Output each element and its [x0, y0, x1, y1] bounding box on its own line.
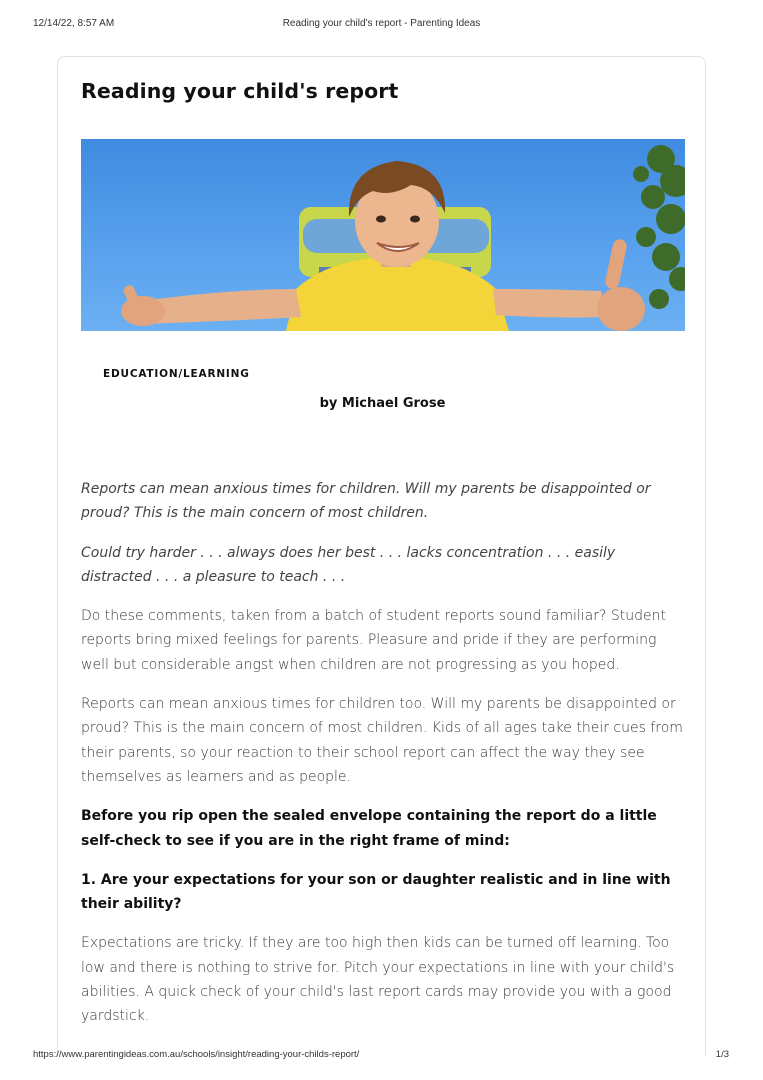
print-doc-title: Reading your child's report - Parenting Ideas — [282, 18, 481, 29]
print-datetime: 12/14/22, 8:57 AM — [33, 18, 115, 29]
left-hand — [121, 284, 165, 326]
article-card — [57, 56, 706, 1056]
right-arm — [493, 289, 606, 318]
boy-thumbs-up-photo-icon — [81, 139, 685, 331]
article-title: Reading your child's report — [81, 79, 399, 103]
paragraph: Reports can mean anxious times for children too. Will my parents be disappointed or proud? This is the main concern of most children. Kids of all ages take their cues from their parents, so your reaction to their school report can affect the way they see themselves as learners and as people. — [81, 696, 683, 785]
section-heading: 1. Are your expectations for your son or daughter realistic and in line with their ability? — [81, 871, 671, 913]
left-arm — [141, 289, 301, 324]
author-byline: by Michael Grose — [319, 396, 446, 411]
page-number: 1/3 — [715, 1049, 729, 1060]
paragraph-heading: Before you rip open the sealed envelope containing the report do a little self-check to see if you are in the right frame of mind: — [81, 808, 657, 849]
hero-illustration — [81, 139, 685, 331]
paragraph: Reports can mean anxious times for children. Will my parents be disappointed or proud? This is the main concern of most children. — [81, 481, 651, 522]
right-hand — [597, 238, 645, 331]
page-url: https://www.parentingideas.com.au/schools/insight/reading-your-childs-report/ — [33, 1049, 360, 1060]
print-footer — [0, 1049, 763, 1063]
paragraph: Expectations are tricky. If they are too high then kids can be turned off learning. Too low and there is nothing to strive for. Pitch your expectations in line with your child's abilities. A quick check of your child's last report cards may provide you with a good yardstick. — [81, 935, 675, 1025]
category-label: EDUCATION/LEARNING — [103, 368, 250, 380]
paragraph: Could try harder . . . always does her best . . . lacks concentration . . . easily distracted . . . a pleasure to teach . . . — [81, 544, 616, 585]
article-body — [81, 477, 685, 1044]
print-header — [0, 18, 763, 32]
paragraph: Do these comments, taken from a batch of student reports sound familiar? Student reports bring mixed feelings for parents. Pleasure and pride if they are performing well but considerable angst when children are not progressing as you hoped. — [81, 608, 666, 673]
tree-foliage — [633, 145, 685, 309]
